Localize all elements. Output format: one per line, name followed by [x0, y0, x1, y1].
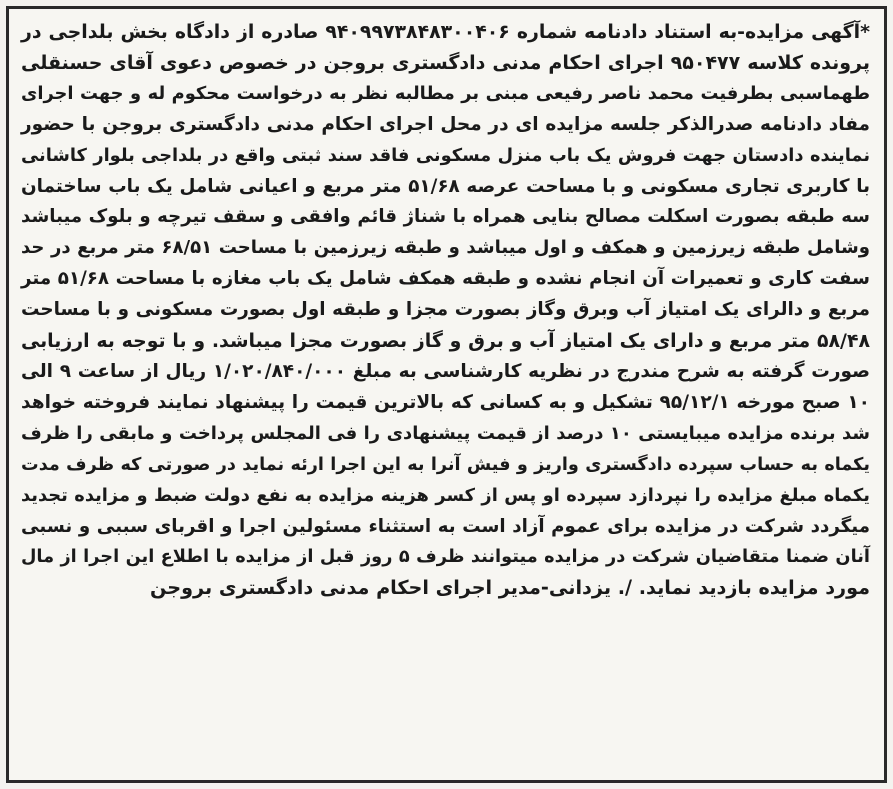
notice-line: ۵۸/۴۸ متر مربع و دارای یک امتیاز آب و برق و گاز بصورت مجزا میباشد. و با توجه به ارزیابی	[21, 330, 870, 353]
notice-line: صورت گرفته به شرح مندرج در نظریه کارشناسی به مبلغ ۱/۰۲۰/۸۴۰/۰۰۰ ریال از ساعت ۹ الی	[21, 360, 870, 382]
notice-line: یکماه به حساب سپرده دادگستری واریز و فیش آنرا به این اجرا ارئه نماید در صورتی که ظرف مدت	[21, 454, 870, 475]
auction-notice-text	[21, 17, 870, 604]
notice-line: سفت کاری و تعمیرات آن انجام نشده و طبقه همکف شامل یک باب مغازه با مساحت ۵۱/۶۸ متر	[21, 268, 870, 290]
notice-line: *آگهی مزایده-به استناد دادنامه شماره ۹۴۰۹۹۷۳۸۴۸۳۰۰۴۰۶ صادره از دادگاه بخش بلداجی در	[21, 21, 870, 43]
notice-line: وشامل طبقه زیرزمین و همکف و اول میباشد و طبقه زیرزمین با مساحت ۶۸/۵۱ متر مربع در حد	[21, 237, 870, 259]
notice-line: مربع و دالرای یک امتیاز آب وبرق وگاز بصورت مجزا و طبقه اول بصورت مسکونی و با مساحت	[21, 299, 870, 321]
notice-line: آنان ضمنا متقاضیان شرکت در مزایده میتوانند ظرف ۵ روز قبل از مزایده با اطلاع این اجرا از مال	[21, 547, 870, 568]
auction-notice-box	[6, 6, 887, 783]
notice-line: شد برنده مزایده میبایستی ۱۰ درصد از قیمت پیشنهادی را فی المجلس پرداخت و مابقی را ظرف	[21, 422, 870, 444]
notice-line: با کاربری تجاری مسکونی و با مساحت عرصه ۵۱/۶۸ متر مربع و اعیانی شامل یک باب ساختمان	[21, 175, 871, 197]
notice-signature-line: مورد مزایده بازدید نماید. /. یزدانی-مدیر اجرای احکام مدنی دادگستری بروجن	[150, 576, 870, 600]
notice-line: مفاد دادنامه صدرالذکر جلسه مزایده ای در محل اجرای احکام مدنی دادگستری بروجن با حضور	[21, 113, 870, 135]
notice-line: یکماه مبلغ مزایده را نپردازد سپرده او پس از کسر هزینه مزایده به نفع دولت ضبط و مزایده تجدید	[21, 484, 870, 506]
notice-line: ۱۰ صبح مورخه ۹۵/۱۲/۱ تشکیل و به کسانی که بالاترین قیمت را پیشنهاد نمایند فروخته خواهد	[21, 391, 870, 413]
notice-line: سه طبقه بصورت اسکلت مصالح بنایی همراه با شناژ قائم وافقی و سقف تیرچه و بلوک میباشد	[21, 206, 870, 228]
notice-line: طهماسبی بطرفیت محمد ناصر رفیعی مبنی بر مطالبه نظر به درخواست محکوم له و جهت اجرای	[21, 82, 870, 104]
notice-line: پرونده کلاسه ۹۵۰۴۷۷ اجرای احکام مدنی دادگستری بروجن در خصوص دعوی آقای حسنقلی	[21, 51, 870, 74]
notice-line: میگردد شرکت در مزایده برای عموم آزاد است به استثناء مسئولین اجرا و اقربای سببی و نسبی	[21, 515, 870, 537]
notice-line: نماینده دادستان جهت فروش یک باب منزل مسکونی فاقد سند ثبتی واقع در بلداجی بلوار کاشانی	[21, 144, 870, 166]
